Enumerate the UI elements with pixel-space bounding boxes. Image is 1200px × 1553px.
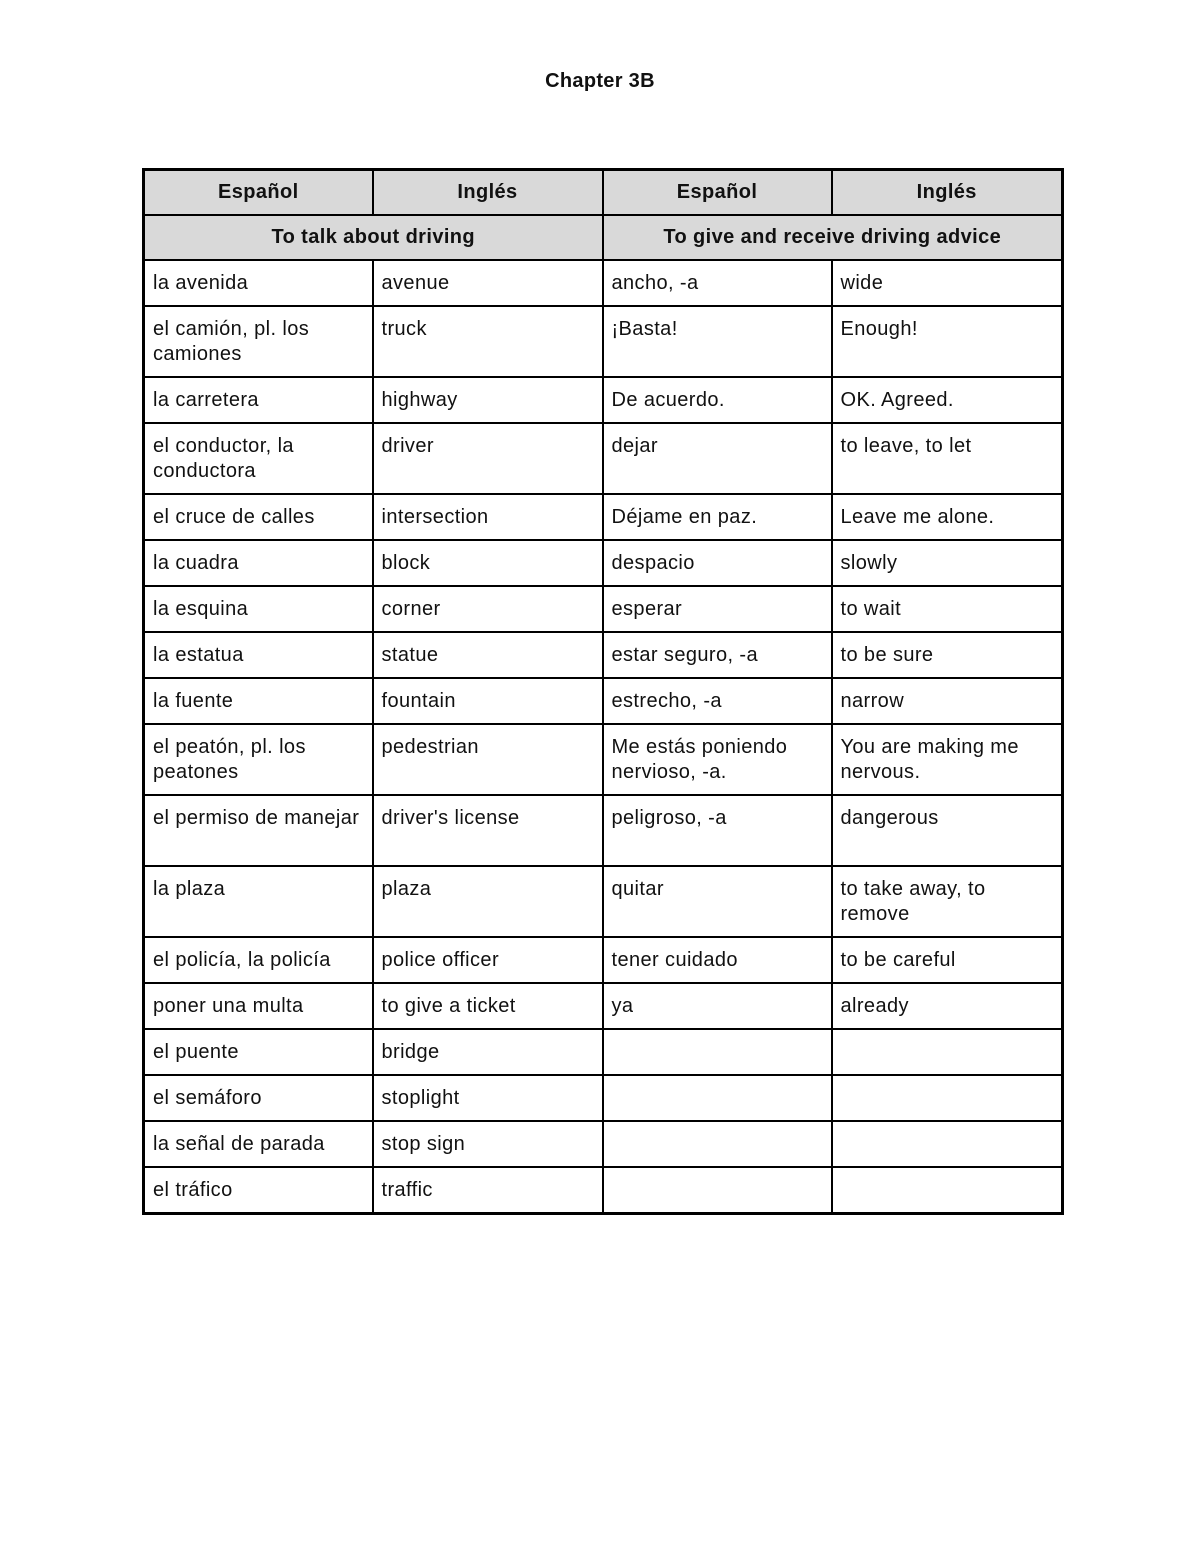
english-phrase-cell <box>832 1121 1063 1167</box>
spanish-term-cell: el conductor, la conductora <box>144 423 373 494</box>
english-phrase-cell: to take away, to remove <box>832 866 1063 937</box>
spanish-term-cell: el permiso de manejar <box>144 795 373 866</box>
table-row <box>144 260 1063 306</box>
table-row <box>144 586 1063 632</box>
table-row <box>144 1029 1063 1075</box>
spanish-term-cell: el semáforo <box>144 1075 373 1121</box>
spanish-term-cell: el peatón, pl. los peatones <box>144 724 373 795</box>
english-phrase-cell: Leave me alone. <box>832 494 1063 540</box>
table-row <box>144 983 1063 1029</box>
spanish-phrase-cell: despacio <box>603 540 832 586</box>
table-row <box>144 866 1063 937</box>
spanish-term-cell: la carretera <box>144 377 373 423</box>
english-term-cell: stop sign <box>373 1121 603 1167</box>
spanish-term-cell: la cuadra <box>144 540 373 586</box>
english-phrase-cell: to leave, to let <box>832 423 1063 494</box>
spanish-phrase-cell: De acuerdo. <box>603 377 832 423</box>
english-term-cell: truck <box>373 306 603 377</box>
spanish-phrase-cell: dejar <box>603 423 832 494</box>
spanish-phrase-cell: ancho, -a <box>603 260 832 306</box>
english-phrase-cell: dangerous <box>832 795 1063 866</box>
english-phrase-cell: wide <box>832 260 1063 306</box>
english-phrase-cell: already <box>832 983 1063 1029</box>
spanish-term-cell: la estatua <box>144 632 373 678</box>
spanish-phrase-cell: peligroso, -a <box>603 795 832 866</box>
section-header-talk-about-driving: To talk about driving <box>144 215 603 260</box>
english-term-cell: fountain <box>373 678 603 724</box>
spanish-term-cell: la esquina <box>144 586 373 632</box>
english-term-cell: driver <box>373 423 603 494</box>
english-term-cell: police officer <box>373 937 603 983</box>
english-term-cell: bridge <box>373 1029 603 1075</box>
english-phrase-cell: to be careful <box>832 937 1063 983</box>
spanish-phrase-cell <box>603 1167 832 1214</box>
spanish-term-cell: la plaza <box>144 866 373 937</box>
spanish-phrase-cell: tener cuidado <box>603 937 832 983</box>
table-row <box>144 540 1063 586</box>
table-row <box>144 1121 1063 1167</box>
english-term-cell: driver's license <box>373 795 603 866</box>
vocabulary-table <box>142 168 1064 1215</box>
table-row <box>144 494 1063 540</box>
english-phrase-cell: slowly <box>832 540 1063 586</box>
table-row <box>144 937 1063 983</box>
table-row <box>144 377 1063 423</box>
spanish-term-cell: el camión, pl. los camiones <box>144 306 373 377</box>
column-header-espanol-2: Español <box>603 170 832 216</box>
spanish-phrase-cell: Me estás poniendo nervioso, -a. <box>603 724 832 795</box>
spanish-term-cell: el policía, la policía <box>144 937 373 983</box>
english-term-cell: plaza <box>373 866 603 937</box>
table-row <box>144 795 1063 866</box>
column-header-ingles-1: Inglés <box>373 170 603 216</box>
english-phrase-cell: narrow <box>832 678 1063 724</box>
table-row <box>144 632 1063 678</box>
english-term-cell: to give a ticket <box>373 983 603 1029</box>
spanish-term-cell: poner una multa <box>144 983 373 1029</box>
english-term-cell: traffic <box>373 1167 603 1214</box>
english-term-cell: stoplight <box>373 1075 603 1121</box>
spanish-phrase-cell: quitar <box>603 866 832 937</box>
spanish-phrase-cell: ya <box>603 983 832 1029</box>
section-header-driving-advice: To give and receive driving advice <box>603 215 1063 260</box>
table-row <box>144 1075 1063 1121</box>
english-phrase-cell: OK. Agreed. <box>832 377 1063 423</box>
table-row <box>144 678 1063 724</box>
english-phrase-cell: Enough! <box>832 306 1063 377</box>
english-term-cell: block <box>373 540 603 586</box>
english-phrase-cell: to be sure <box>832 632 1063 678</box>
english-term-cell: intersection <box>373 494 603 540</box>
table-row <box>144 423 1063 494</box>
table-row <box>144 724 1063 795</box>
spanish-term-cell: la fuente <box>144 678 373 724</box>
table-row <box>144 1167 1063 1214</box>
english-phrase-cell: You are making me nervous. <box>832 724 1063 795</box>
english-phrase-cell <box>832 1167 1063 1214</box>
spanish-phrase-cell: esperar <box>603 586 832 632</box>
english-phrase-cell: to wait <box>832 586 1063 632</box>
spanish-phrase-cell <box>603 1121 832 1167</box>
column-header-ingles-2: Inglés <box>832 170 1063 216</box>
spanish-term-cell: la avenida <box>144 260 373 306</box>
spanish-phrase-cell <box>603 1029 832 1075</box>
spanish-term-cell: el cruce de calles <box>144 494 373 540</box>
column-header-row <box>144 170 1063 216</box>
spanish-phrase-cell: estrecho, -a <box>603 678 832 724</box>
spanish-term-cell: la señal de parada <box>144 1121 373 1167</box>
english-term-cell: pedestrian <box>373 724 603 795</box>
spanish-term-cell: el tráfico <box>144 1167 373 1214</box>
vocabulary-body <box>144 260 1063 1214</box>
section-header-row <box>144 215 1063 260</box>
english-term-cell: statue <box>373 632 603 678</box>
spanish-phrase-cell <box>603 1075 832 1121</box>
english-term-cell: highway <box>373 377 603 423</box>
english-term-cell: corner <box>373 586 603 632</box>
column-header-espanol-1: Español <box>144 170 373 216</box>
spanish-phrase-cell: estar seguro, -a <box>603 632 832 678</box>
english-phrase-cell <box>832 1075 1063 1121</box>
english-phrase-cell <box>832 1029 1063 1075</box>
spanish-term-cell: el puente <box>144 1029 373 1075</box>
table-row <box>144 306 1063 377</box>
spanish-phrase-cell: Déjame en paz. <box>603 494 832 540</box>
spanish-phrase-cell: ¡Basta! <box>603 306 832 377</box>
page-title: Chapter 3B <box>545 70 655 92</box>
english-term-cell: avenue <box>373 260 603 306</box>
